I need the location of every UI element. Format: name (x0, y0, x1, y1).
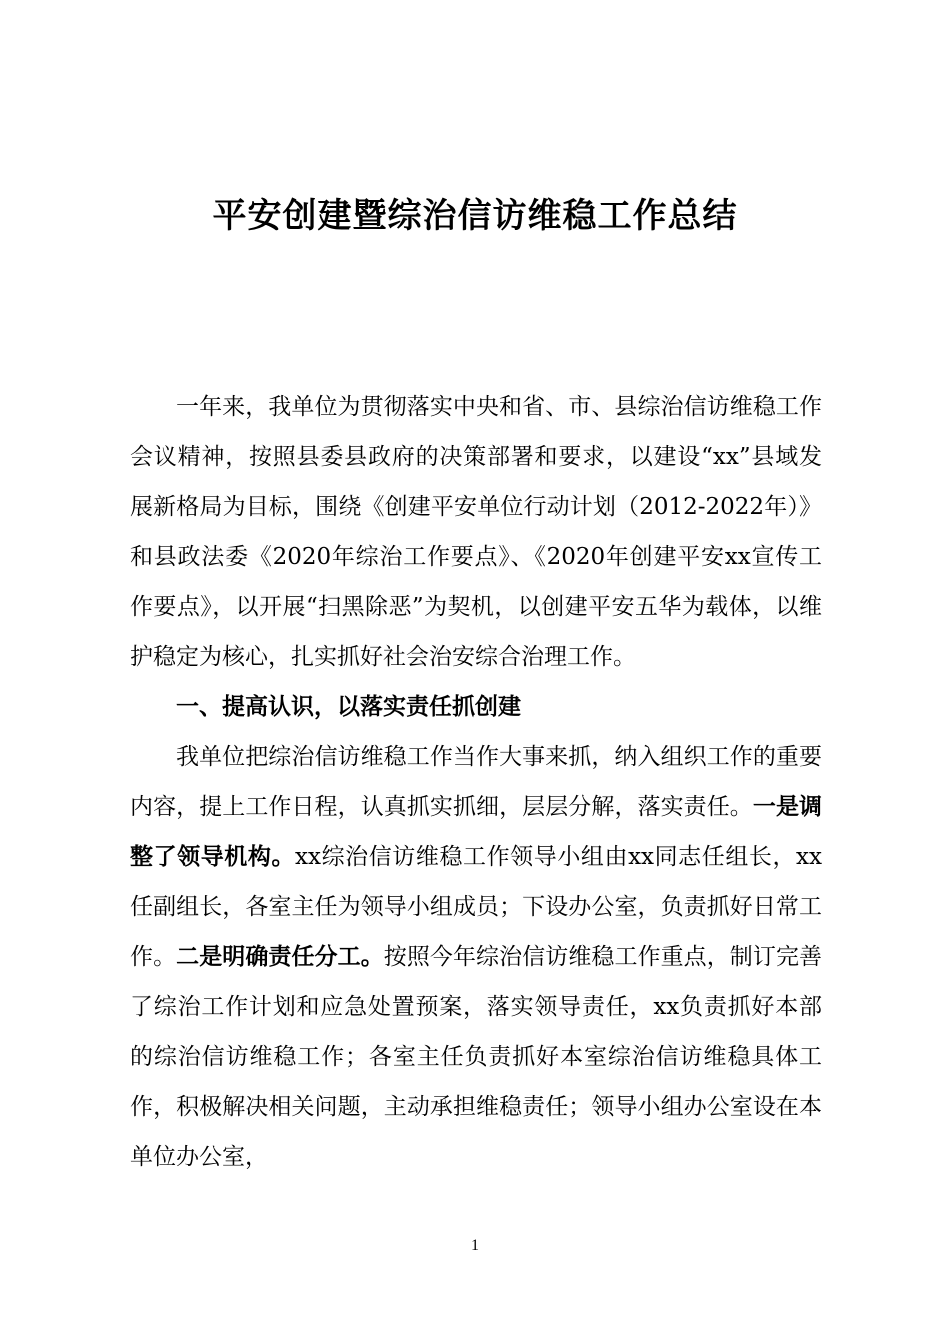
page-number: 1 (471, 1237, 479, 1254)
document-title: 平安创建暨综治信访维稳工作总结 (212, 196, 738, 236)
section-text-a: 我单位把综治信访维稳工作当作大事来抓，纳入组织工作的重要内容，提上工作日程，认真抓实抓细，层层分解，落实责任。 (130, 744, 822, 820)
bold-point-2: 二是明确责任分工。 (176, 943, 384, 970)
intro-paragraph: 一年来，我单位为贯彻落实中央和省、市、县综治信访维稳工作会议精神，按照县委县政府的决策部署和要求，以建设“xx”县域发展新格局为目标，围绕《创建平安单位行动计划（2012-2022年）》和县政法委《2020年综治工作要点》、《2020年创建平安xx宣传工作要点》，以开展“扫黑除恶”为契机，以创建平安五华为载体，以维护稳定为核心，扎实抓好社会治安综合治理工作。 (130, 394, 822, 670)
section-text-b: xx综治信访维稳工作领导小组由xx同志任组长，xx任副组长，各室主任为领导小组成员；下设办公室，负责抓好日常工作。 (130, 844, 823, 970)
section-heading: 一、提高认识，以落实责任抓创建 (176, 693, 521, 720)
document-body (130, 382, 822, 1182)
section-text-c: 按照今年综治信访维稳工作重点，制订完善了综治工作计划和应急处置预案，落实领导责任，xx负责抓好本部的综治信访维稳工作；各室主任负责抓好本室综治信访维稳具体工作，积极解决相关问题，主动承担维稳责任；领导小组办公室设在本单位办公室， (130, 944, 823, 1170)
section-paragraph (130, 732, 822, 1182)
bold-point-1: 一是调整了领导机构。 (130, 793, 823, 870)
